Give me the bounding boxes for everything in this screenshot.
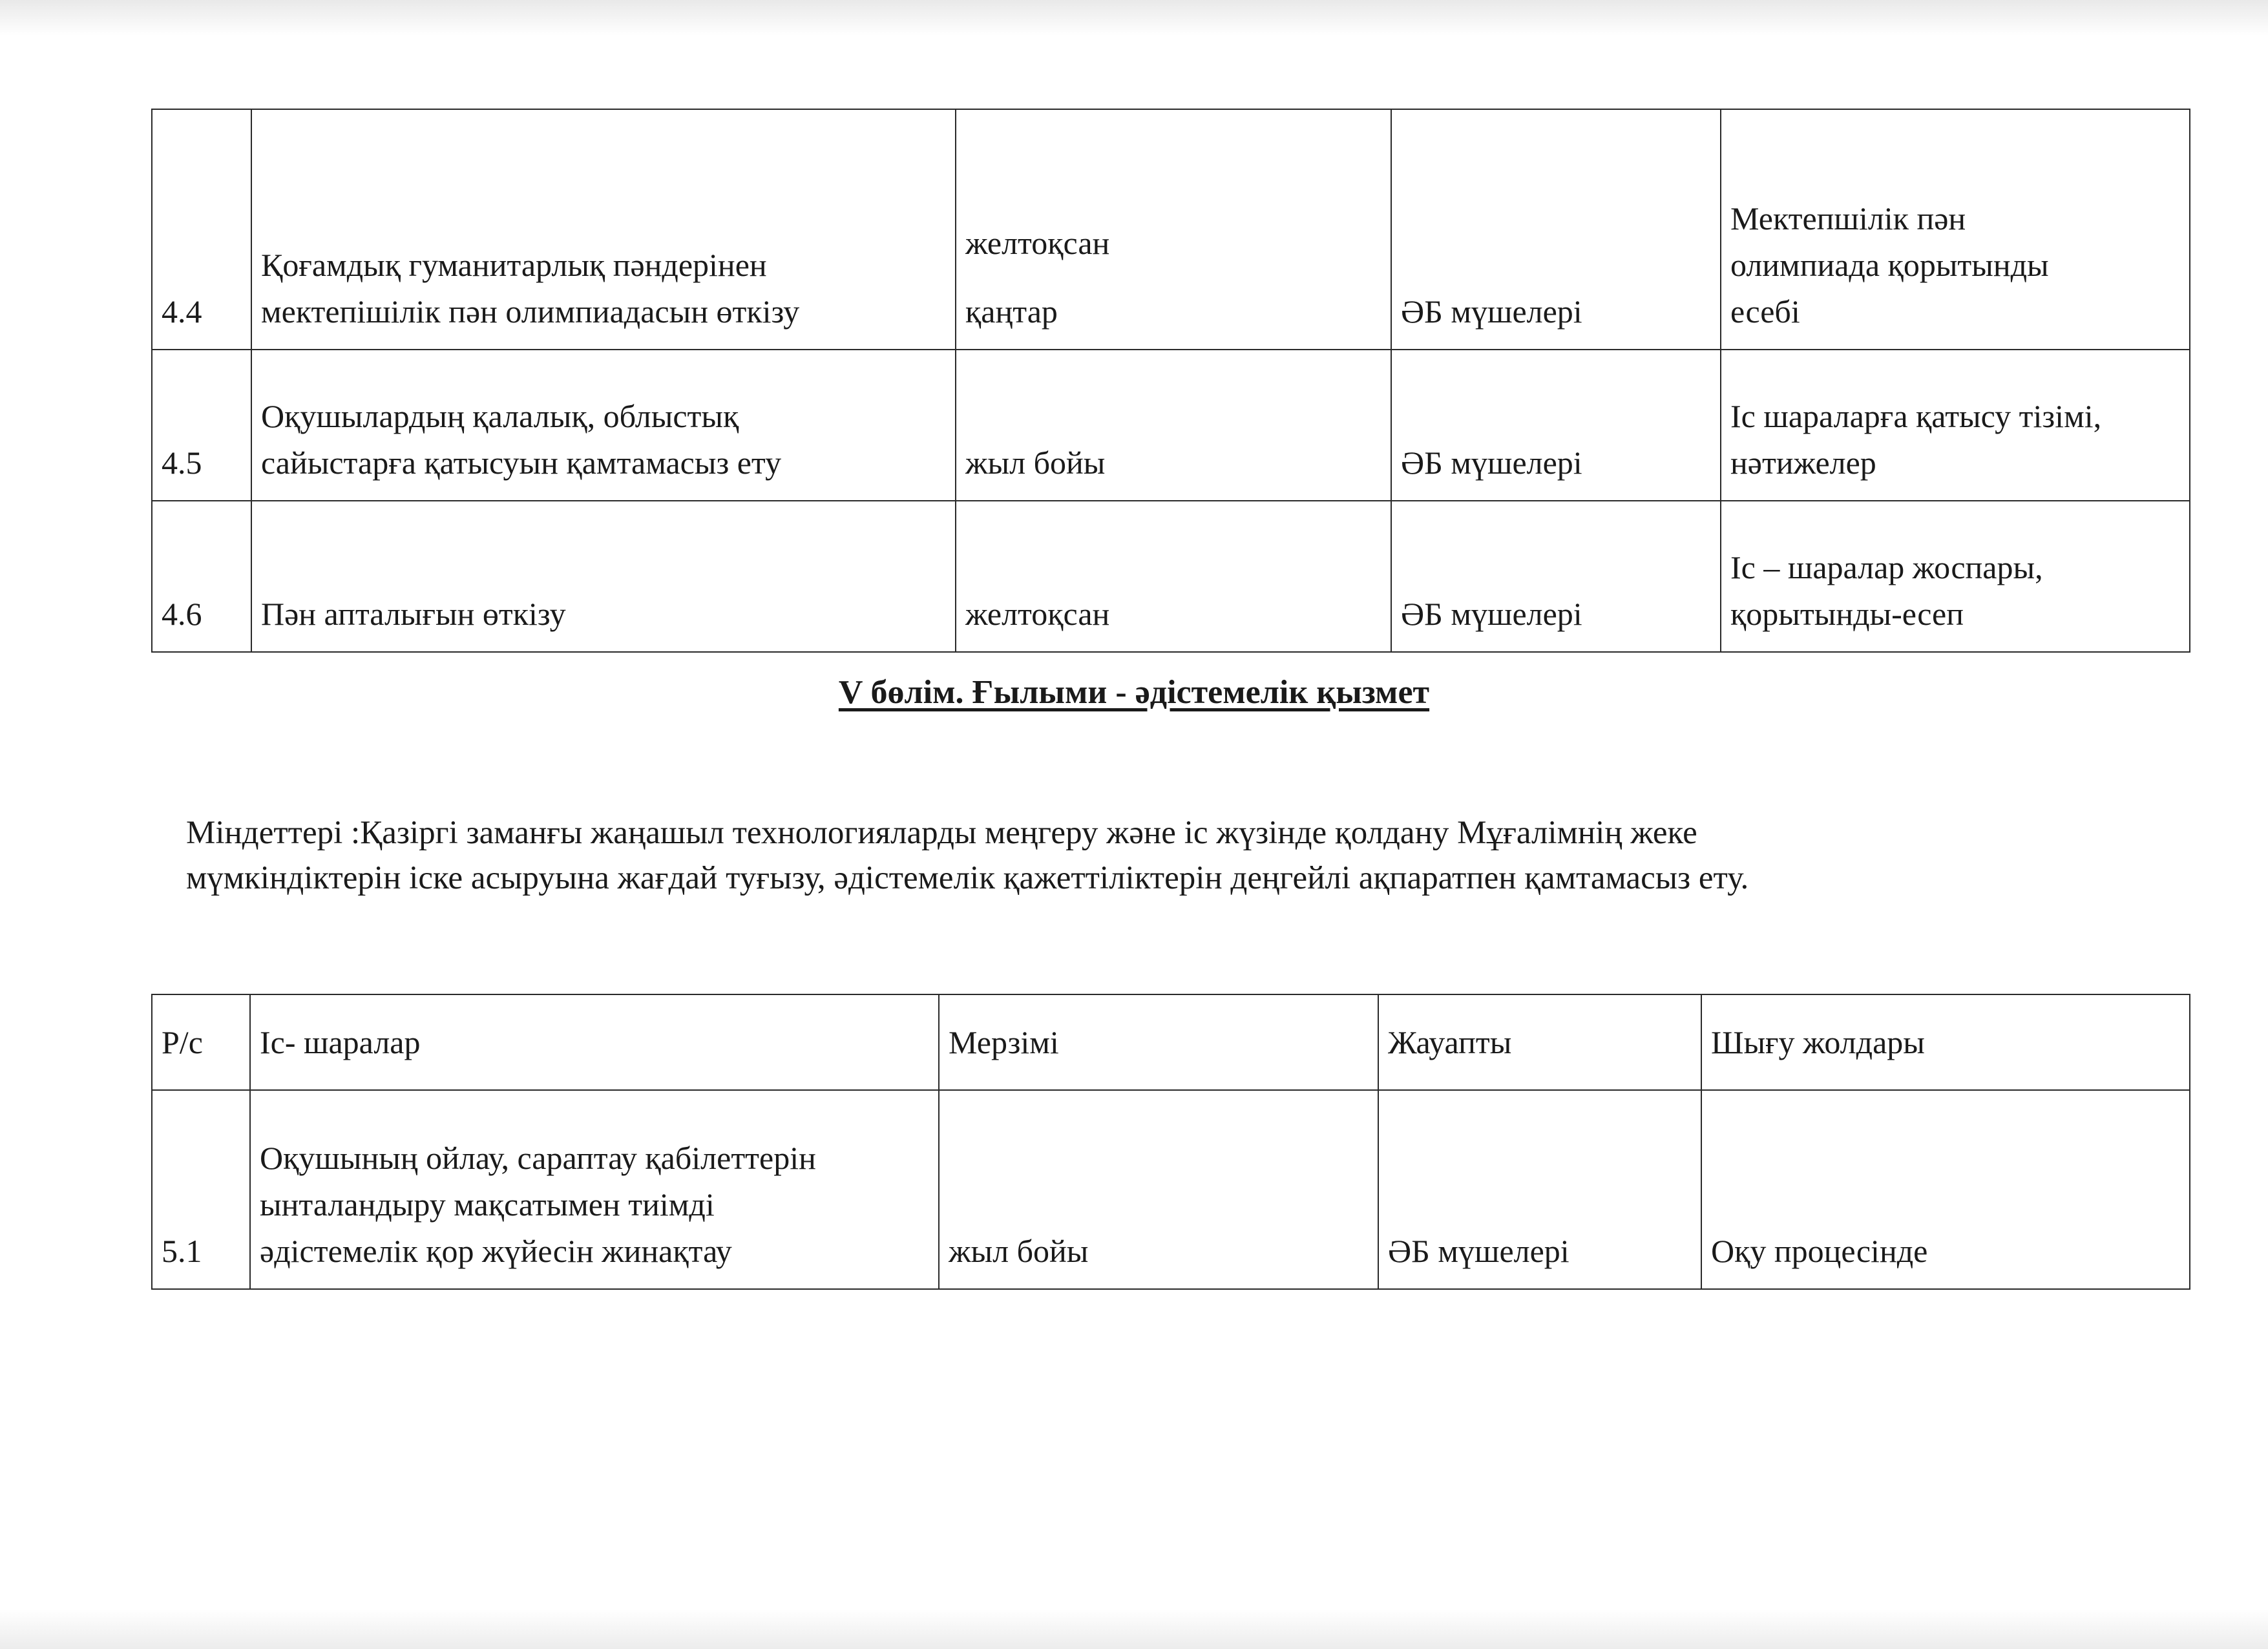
event-line: ынталандыру мақсатымен тиімді (260, 1186, 715, 1223)
output-line: Мектепшілік пән (1730, 200, 1966, 236)
deadline-line: қаңтар (965, 293, 1058, 330)
tasks-line: мүмкіндіктерін іске асыруына жағдай туғызу, әдістемелік қажеттіліктерін деңгейлі ақпаратпен қамтамасыз ету. (186, 860, 1749, 896)
output-line: қорытынды-есеп (1730, 596, 1964, 632)
event-line: әдістемелік қор жүйесін жинақтау (260, 1233, 732, 1269)
output-line: олимпиада қорытынды (1730, 247, 2049, 283)
output-line: Іс – шаралар жоспары, (1730, 549, 2043, 585)
column-header-number: Р/с (152, 994, 250, 1090)
scan-bottom-edge (0, 1609, 2268, 1649)
section-tasks (186, 810, 2163, 901)
deadline-cell: желтоқсан (956, 501, 1391, 652)
event-cell: Пән апталығын өткізу (251, 501, 956, 652)
event-line: Оқушылардың қалалық, облыстық (261, 398, 739, 434)
scan-top-edge (0, 0, 2268, 36)
column-header-events: Іс- шаралар (250, 994, 939, 1090)
responsible-cell: ӘБ мүшелері (1391, 109, 1721, 350)
event-cell (250, 1090, 939, 1289)
table-row (152, 1090, 2190, 1289)
output-line: есебі (1730, 293, 1800, 330)
row-number: 4.5 (152, 350, 251, 501)
table-row (152, 501, 2190, 652)
event-line: Оқушының ойлау, сараптау қабілеттерін (260, 1140, 816, 1176)
row-number: 5.1 (152, 1090, 250, 1289)
output-cell (1721, 501, 2190, 652)
event-line: мектепішілік пән олимпиадасын өткізу (261, 293, 800, 330)
event-line: сайыстарға қатысуын қамтамасыз ету (261, 445, 782, 481)
column-header-responsible: Жауапты (1378, 994, 1701, 1090)
row-number: 4.6 (152, 501, 251, 652)
column-header-output: Шығу жолдары (1701, 994, 2190, 1090)
column-header-deadline: Мерзімі (939, 994, 1378, 1090)
tasks-line: Міндеттері :Қазіргі заманғы жаңашыл технологияларды меңгеру және іс жүзінде қолдану Мұғалімнің жеке (186, 815, 1697, 851)
table-header-row (152, 994, 2190, 1090)
deadline-line: желтоқсан (965, 225, 1110, 261)
output-cell: Оқу процесінде (1701, 1090, 2190, 1289)
events-table-section-5 (151, 994, 2190, 1290)
output-cell (1721, 109, 2190, 350)
event-cell (251, 109, 956, 350)
output-cell (1721, 350, 2190, 501)
deadline-cell (956, 109, 1391, 350)
responsible-cell: ӘБ мүшелері (1391, 350, 1721, 501)
deadline-cell: жыл бойы (939, 1090, 1378, 1289)
event-line: Қоғамдық гуманитарлық пәндерінен (261, 247, 767, 283)
table-row (152, 109, 2190, 350)
table-row (152, 350, 2190, 501)
deadline-cell: жыл бойы (956, 350, 1391, 501)
events-table-section-4 (151, 109, 2190, 653)
event-cell (251, 350, 956, 501)
output-line: Іс шараларға қатысу тізімі, (1730, 398, 2102, 434)
row-number: 4.4 (152, 109, 251, 350)
section-title: V бөлім. Ғылыми - әдістемелік қызмет (838, 674, 1430, 711)
output-line: нәтижелер (1730, 445, 1876, 481)
responsible-cell: ӘБ мүшелері (1378, 1090, 1701, 1289)
responsible-cell: ӘБ мүшелері (1391, 501, 1721, 652)
